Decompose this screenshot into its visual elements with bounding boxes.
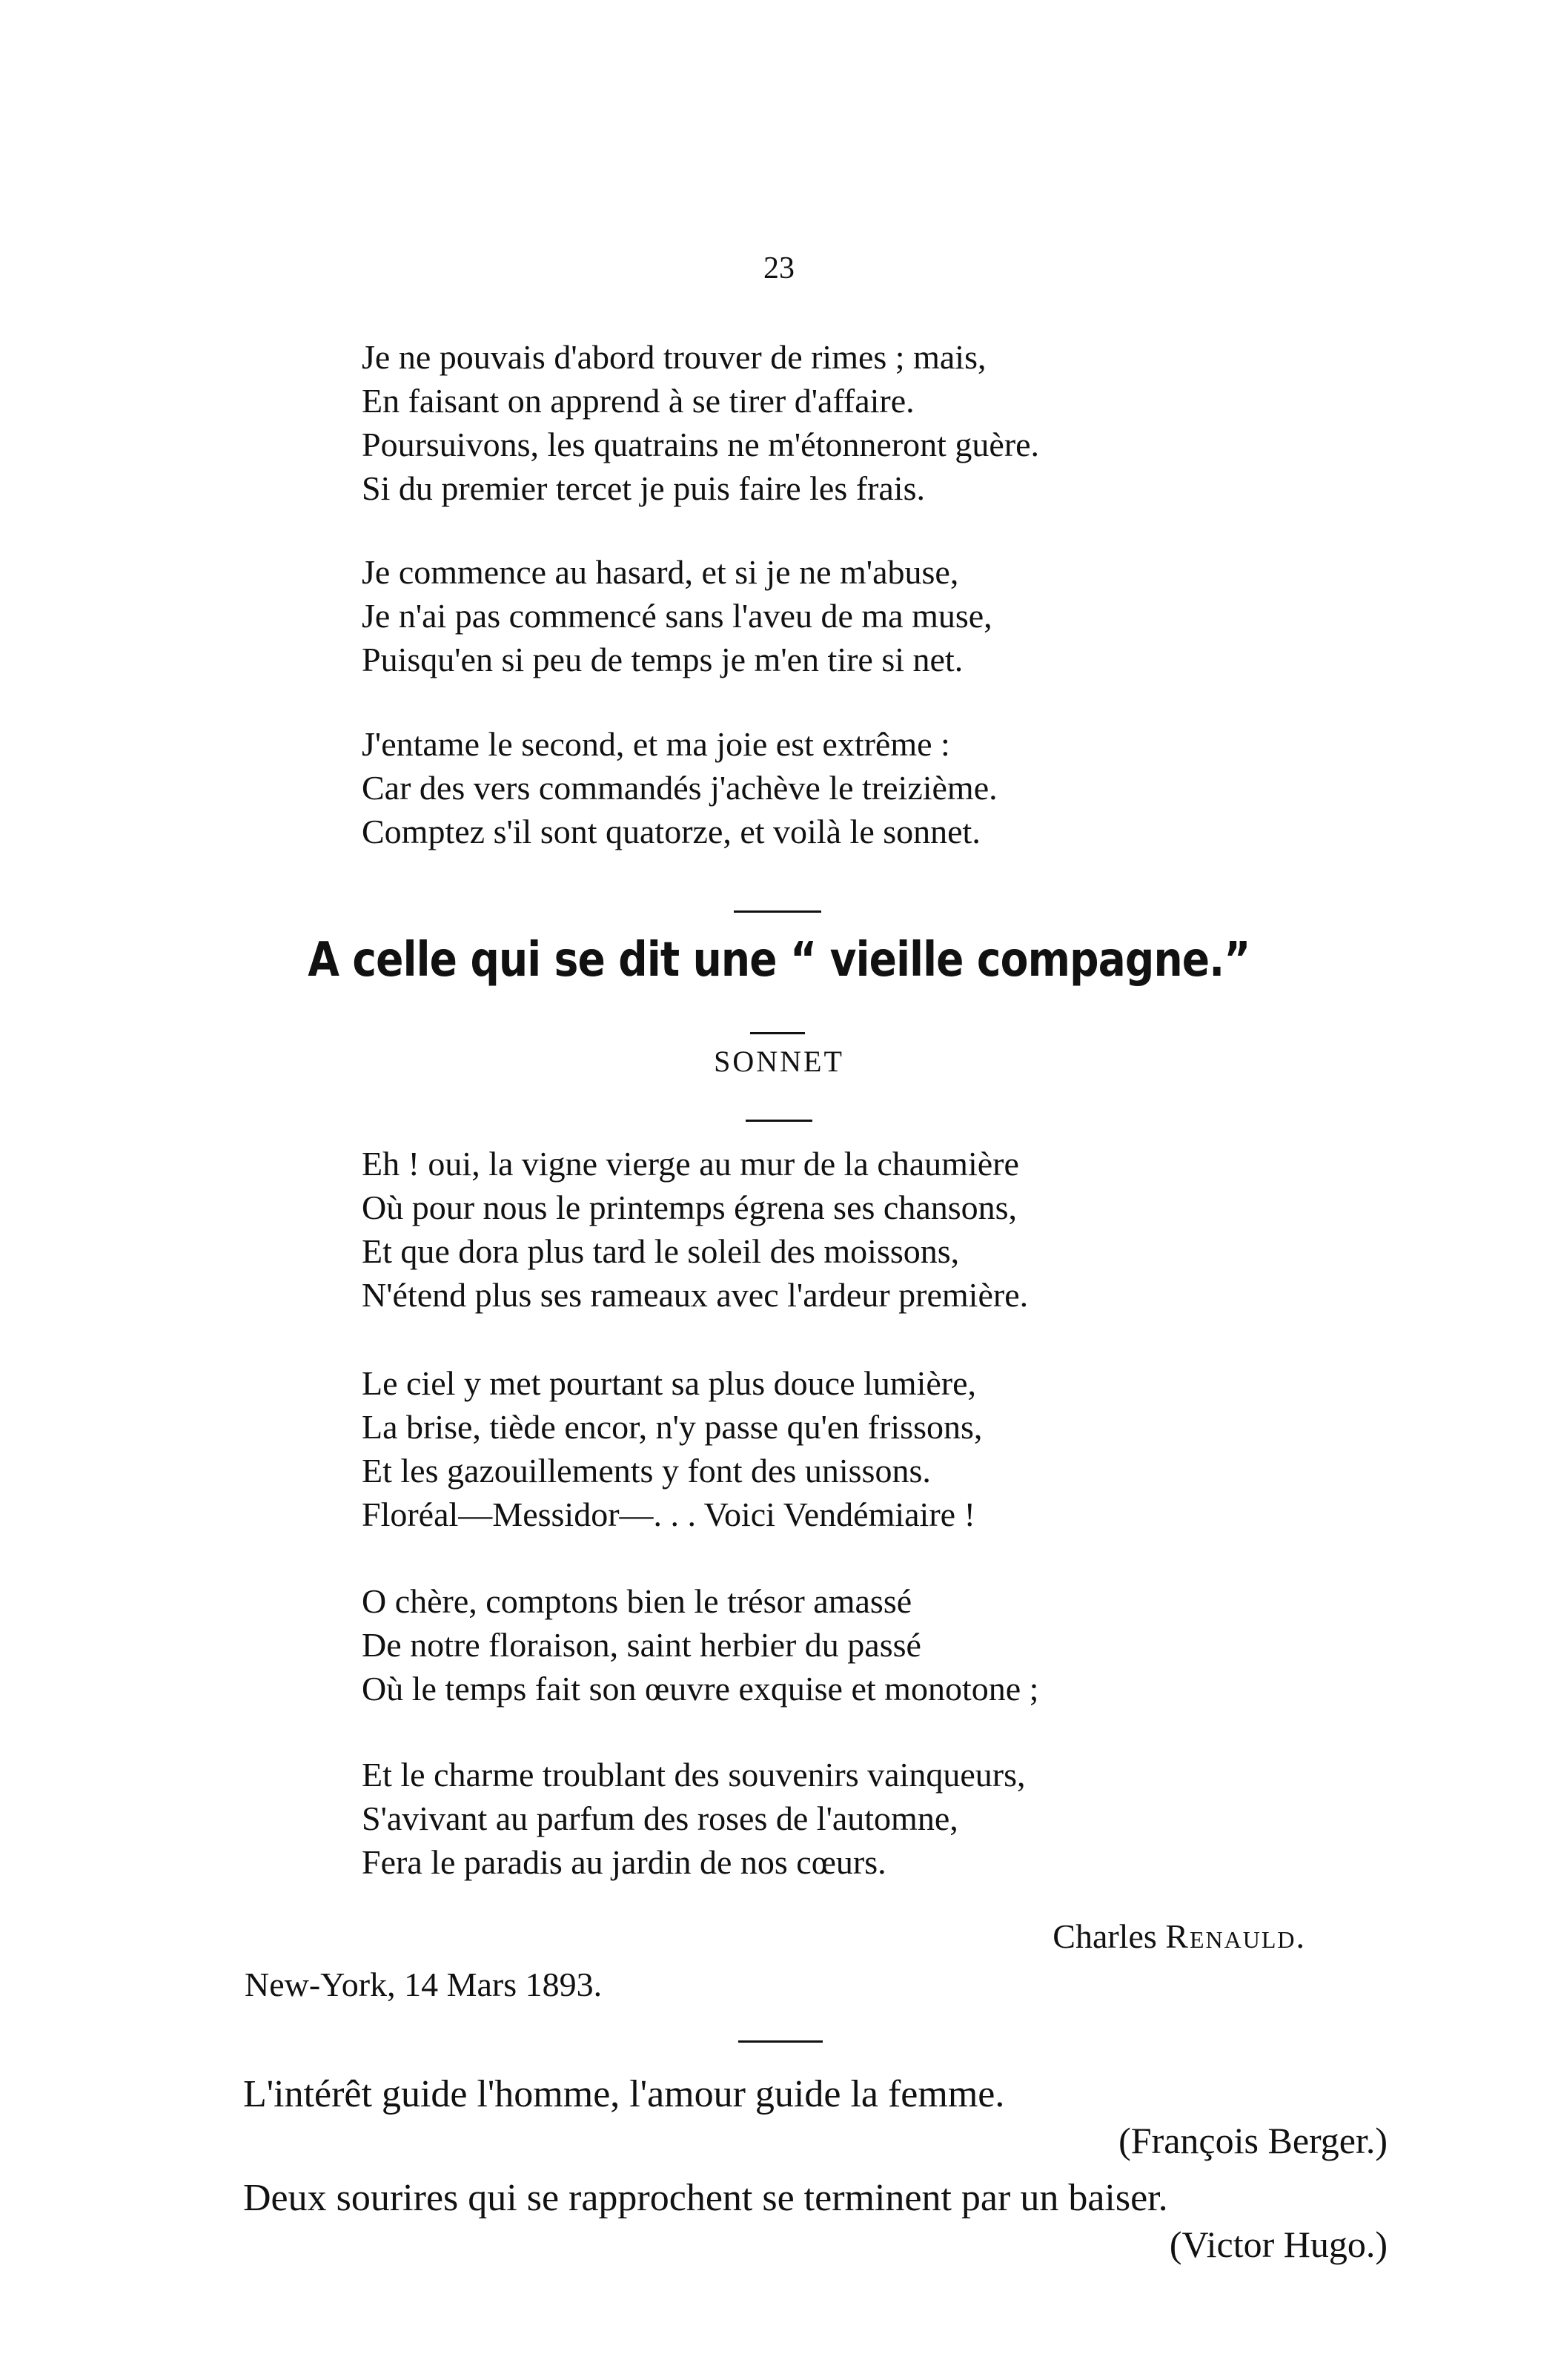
verse-line: N'étend plus ses rameaux avec l'ardeur première. [362, 1276, 1029, 1314]
sonnet-tercet-2 [362, 1753, 1399, 1884]
verse-line: Eh ! oui, la vigne vierge au mur de la chaumière [362, 1145, 1019, 1183]
subtitle-divider [746, 1120, 812, 1122]
section-divider [734, 910, 821, 913]
signature-first-name: Charles [1053, 1917, 1157, 1955]
quote-text: L'intérêt guide l'homme, l'amour guide la femme. [243, 2073, 1005, 2115]
verse-line: Et les gazouillements y font des unissons. [362, 1452, 931, 1490]
verse-line: De notre floraison, saint herbier du passé [362, 1626, 921, 1664]
verse-line: La brise, tiède encor, n'y passe qu'en frissons, [362, 1408, 983, 1446]
poem-signature [1053, 1917, 1306, 1956]
verse-line: O chère, comptons bien le trésor amassé [362, 1582, 912, 1620]
signature-last-name: Renauld. [1165, 1917, 1306, 1955]
verse-line: S'avivant au parfum des roses de l'automne, [362, 1799, 958, 1837]
quotes-divider [738, 2040, 823, 2043]
verse-line: Et le charme troublant des souvenirs vainqueurs, [362, 1756, 1026, 1794]
quote-author: (François Berger.) [1118, 2120, 1388, 2161]
sonnet-quatrain-2 [362, 1361, 1399, 1536]
verse-line: Floréal—Messidor—. . . Voici Vendémiaire ! [362, 1495, 975, 1533]
poem-subtitle: SONNET [714, 1045, 844, 1078]
verse-line: J'entame le second, et ma joie est extrême : [362, 725, 950, 763]
verse-line: Le ciel y met pourtant sa plus douce lumière, [362, 1364, 977, 1402]
sonnet-quatrain-1 [362, 1142, 1399, 1317]
verse-line: Si du premier tercet je puis faire les frais. [362, 469, 925, 507]
verse-line: Je n'ai pas commencé sans l'aveu de ma muse, [362, 597, 992, 635]
verse-line: Fera le paradis au jardin de nos cœurs. [362, 1843, 886, 1881]
quote-author: (Victor Hugo.) [1169, 2224, 1388, 2265]
verse-line: Poursuivons, les quatrains ne m'étonneront guère. [362, 426, 1040, 463]
page-number: 23 [763, 251, 795, 285]
verse-line: En faisant on apprend à se tirer d'affaire. [362, 382, 915, 420]
verse-line: Puisqu'en si peu de temps je m'en tire si net. [362, 641, 964, 678]
prologue-stanza-2 [362, 550, 1399, 681]
poem-title: A celle qui se dit une “ vieille compagne.” [308, 933, 1250, 988]
title-divider [750, 1032, 805, 1034]
prologue-stanza-3 [362, 722, 1399, 853]
verse-line: Où le temps fait son œuvre exquise et monotone ; [362, 1670, 1039, 1708]
verse-line: Je commence au hasard, et si je ne m'abuse, [362, 553, 959, 591]
sonnet-tercet-1 [362, 1579, 1399, 1710]
prologue-stanza-1 [362, 335, 1399, 510]
place-date: New-York, 14 Mars 1893. [245, 1966, 603, 2003]
verse-line: Et que dora plus tard le soleil des moissons, [362, 1232, 960, 1270]
verse-line: Comptez s'il sont quatorze, et voilà le sonnet. [362, 813, 981, 850]
quote-text: Deux sourires qui se rapprochent se terminent par un baiser. [243, 2177, 1168, 2219]
verse-line: Où pour nous le printemps égrena ses chansons, [362, 1189, 1018, 1226]
verse-line: Car des vers commandés j'achève le treizième. [362, 769, 998, 807]
verse-line: Je ne pouvais d'abord trouver de rimes ; mais, [362, 338, 987, 376]
